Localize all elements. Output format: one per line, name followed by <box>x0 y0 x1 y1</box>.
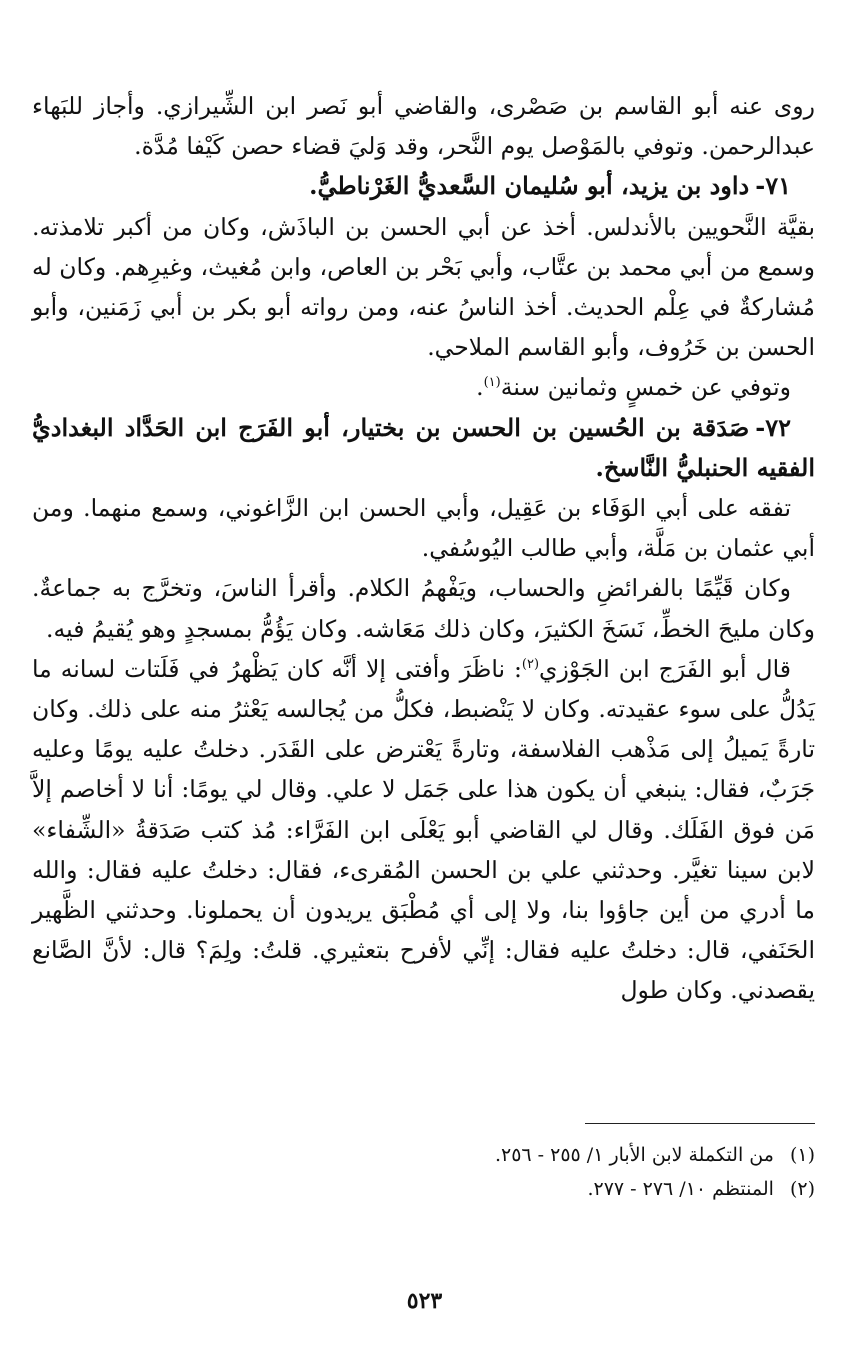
footnote-1-text: من التكملة لابن الأبار ١/ ٢٥٥ - ٢٥٦. <box>494 1144 774 1166</box>
entry-71-number: ٧١- <box>755 171 791 201</box>
entry-72-quote-intro: قال أبو الفَرَج ابن الجَوْزي <box>539 654 791 683</box>
footnote-1-number: (١) <box>789 1144 815 1166</box>
entry-72-paragraph-2: وكان قَيِّمًا بالفرائضِ والحساب، ويَفْهمُ الكلام. وأقرأ الناسَ، وتخرَّج به جماعةٌ. وكان مليحَ الخطِّ، نَسَخَ الكثيرَ، وكان ذلك مَعَاشه. وكان يَؤُمُّ بمسجدٍ وهو يُقيمُ فيه. <box>32 574 815 643</box>
entry-71-heading <box>32 166 815 206</box>
footnote-divider <box>585 1123 815 1124</box>
entry-70-tail-paragraph: روى عنه أبو القاسم بن صَصْرى، والقاضي أبو نَصر ابن الشِّيرازي. وأجاز للبَهاء عبدالرحمن. وتوفي بالمَوْصل يوم النَّحر، وقد وَليَ قضاء حصن كَيْفا مُدَّة. <box>32 92 815 161</box>
footnote-2-text: المنتظم ١٠/ ٢٧٦ - ٢٧٧. <box>587 1178 774 1200</box>
entry-71-title: داود بن يزيد، أبو سُليمان السَّعديُّ الغَرْناطيُّ. <box>309 171 750 201</box>
entry-72-paragraph-3 <box>32 649 815 1011</box>
footnote-ref-2[interactable]: (٢) <box>521 657 540 673</box>
footnote-1 <box>32 1138 815 1172</box>
entry-72-title: صَدَقة بن الحُسين بن الحسن بن بختيار، أبو الفَرَج ابن الحَدَّاد البغداديُّ الفقيه الحنبليُّ النَّاسخ. <box>32 412 815 482</box>
entry-71-death-end: . <box>476 373 484 402</box>
entry-71-paragraph-2 <box>32 367 815 407</box>
footnote-2-number: (٢) <box>789 1178 815 1200</box>
page-number: ٥٢٣ <box>406 1288 443 1314</box>
entry-72-quote-body: : ناظَرَ وأفتى إلا أنَّه كان يَظْهرُ في فَلَتات لسانه ما يَدُلُّ على سوء عقيدته. وكان لا يَنْضبط، فكلُّ من يُجالسه يَعْثرُ منه على ذلك. وكان تارةً يَميلُ إلى مَذْهب الفلاسفة، وتارةً يَعْترض على القَدَر. دخلتُ عليه يومًا وعليه جَرَبٌ، فقال: ينبغي أن يكون هذا على جَمَل لا علي. وقال لي يومًا: أنا لا أخاصم إلاَّ مَن فوق الفَلَك. وقال لي القاضي أبو يَعْلَى ابن الفَرَّاء: مُذ كتب صَدَقةُ «الشِّفاء» لابن سينا تغيَّر. وحدثني علي بن الحسن المُقرىء، فقال: دخلتُ عليه فقال: والله ما أدري من أين جاؤوا بنا، ولا إلى أي مُطْبَق يريدون أن يحملونا. وحدثني الظَّهير الحَنَفي، قال: دخلتُ عليه فقال: إنِّي لأفرح بتعثيري. قلتُ: ولِمَ؟ قال: لأنَّ الصَّانع يقصدني. وكان طول <box>32 654 815 1005</box>
footnote-ref-1[interactable]: (١) <box>483 375 501 391</box>
entry-71-death-text: وتوفي عن خمسٍ وثمانين سنة <box>500 373 791 402</box>
footnotes <box>32 1138 815 1206</box>
entry-72-number: ٧٢- <box>755 412 791 442</box>
entry-72-heading <box>32 408 815 488</box>
footnote-2 <box>32 1172 815 1206</box>
entry-71-paragraph-1: بقيَّة النَّحويين بالأندلس. أخذ عن أبي الحسن بن الباذَش، وكان من أكبر تلامذته. وسمع من أبي محمد بن عتَّاب، وأبي بَحْر بن العاص، وابن مُغيث، وغيرِهم. وكان له مُشاركةٌ في عِلْم الحديث. أخذ الناسُ عنه، ومن رواته أبو بكر بن أبي زَمَنين، وأبو الحسن بن خَرُوف، وأبو القاسم الملاحي. <box>32 212 815 362</box>
page-body <box>32 86 815 1011</box>
entry-72-paragraph-1: تفقه على أبي الوَفَاء بن عَقِيل، وأبي الحسن ابن الزَّاغوني، وسمع منهما. ومن أبي عثمان بن مَلَّة، وأبي طالب اليُوسُفي. <box>32 494 815 563</box>
